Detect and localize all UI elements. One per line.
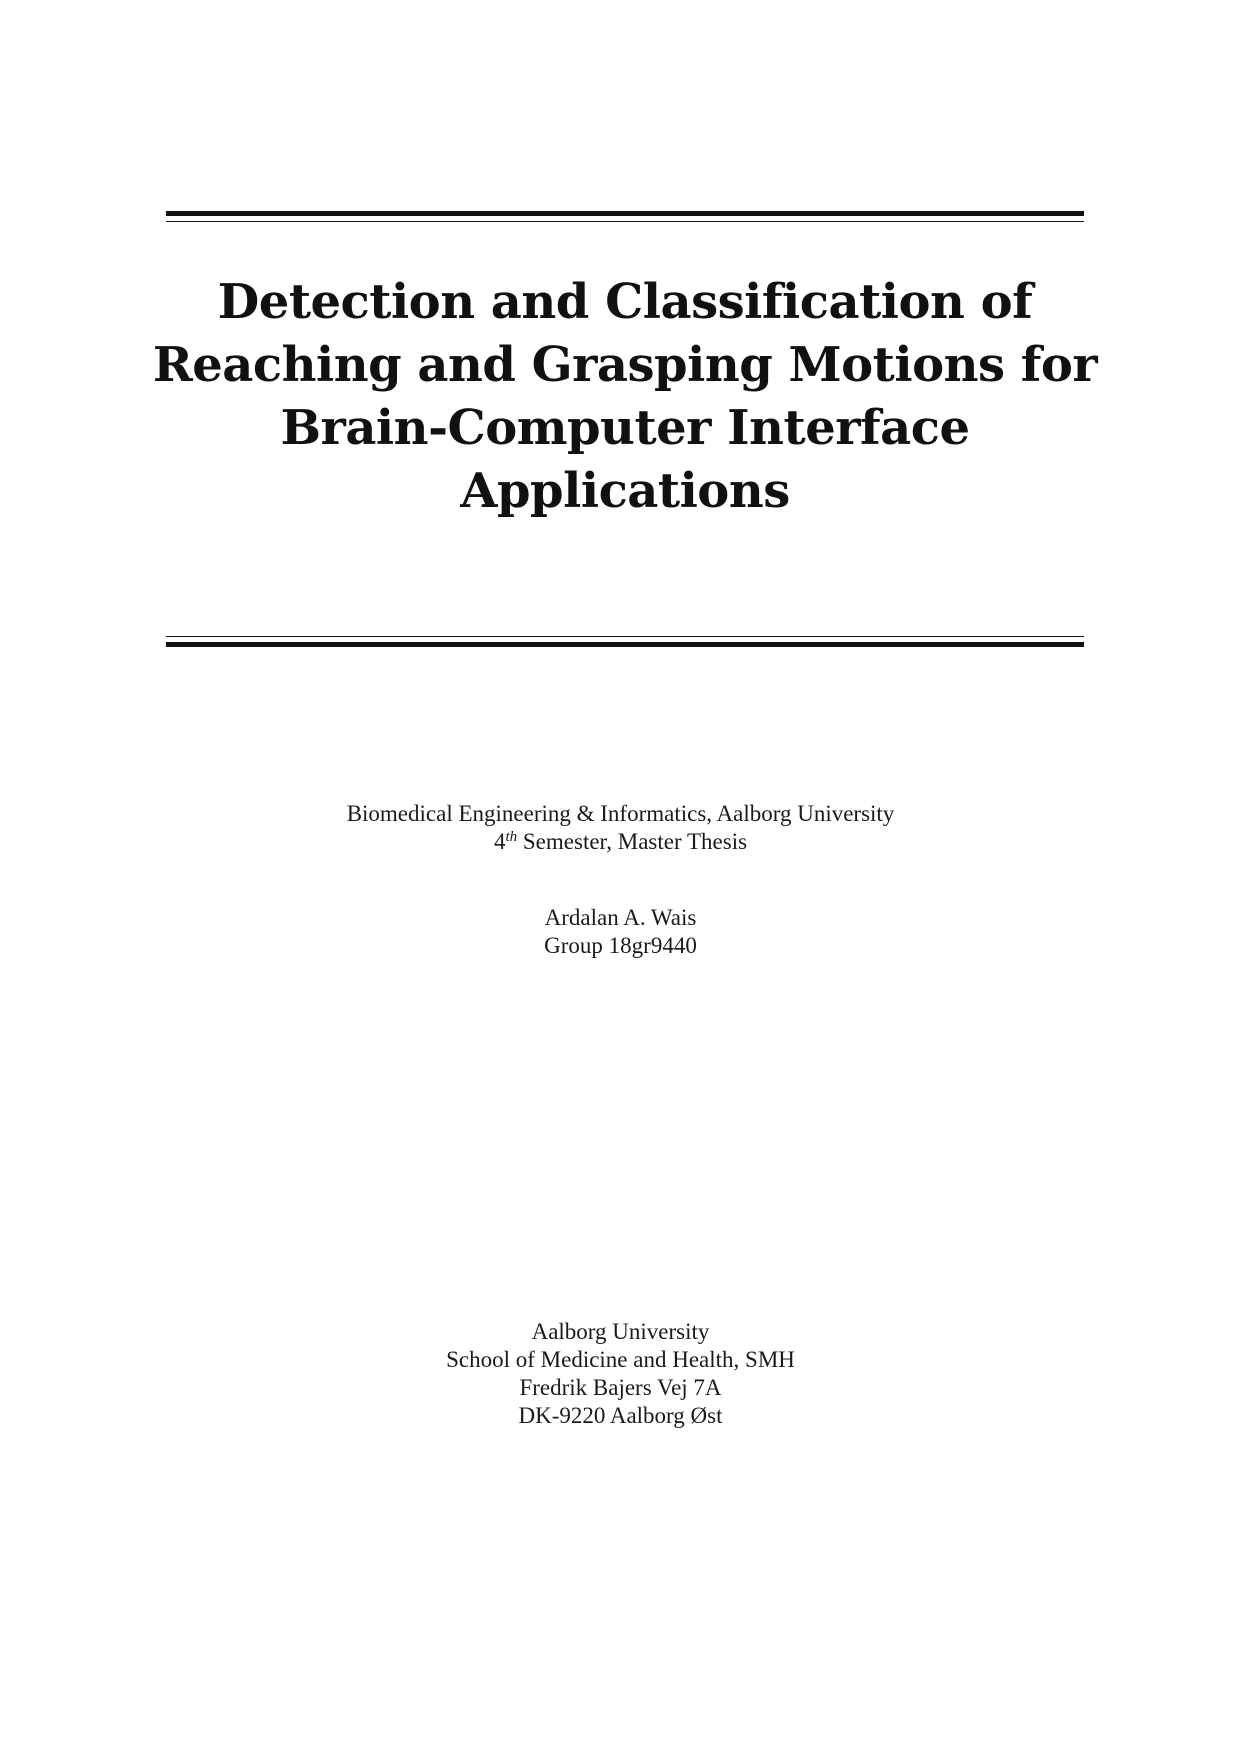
top-thin-rule xyxy=(166,221,1084,222)
semester-number: 4 xyxy=(493,829,506,854)
bottom-thick-rule xyxy=(166,642,1084,647)
department-line: Biomedical Engineering & Informatics, Aalborg University xyxy=(346,801,895,826)
author-info xyxy=(0,904,1241,960)
top-double-rule xyxy=(166,211,1084,222)
bottom-double-rule xyxy=(166,636,1084,647)
thesis-title xyxy=(150,271,1100,523)
semester-text: Semester, Master Thesis xyxy=(517,829,748,854)
author-name: Ardalan A. Wais xyxy=(544,905,697,930)
semester-suffix: th xyxy=(505,829,518,845)
address-line: Aalborg University xyxy=(531,1319,710,1344)
title-line: Reaching and Grasping Motions for xyxy=(152,337,1098,393)
address-line: School of Medicine and Health, SMH xyxy=(446,1347,795,1372)
title-line: Brain-Computer Interface xyxy=(280,400,970,456)
address-line: DK-9220 Aalborg Øst xyxy=(518,1403,723,1428)
title-line: Detection and Classification of xyxy=(217,274,1033,330)
bottom-thin-rule xyxy=(166,636,1084,637)
program-info xyxy=(0,800,1241,856)
top-thick-rule xyxy=(166,211,1084,216)
group-number: Group 18gr9440 xyxy=(544,933,697,958)
institution-address xyxy=(0,1318,1241,1430)
address-line: Fredrik Bajers Vej 7A xyxy=(519,1375,722,1400)
title-line: Applications xyxy=(460,463,790,519)
semester-line xyxy=(0,828,1241,856)
